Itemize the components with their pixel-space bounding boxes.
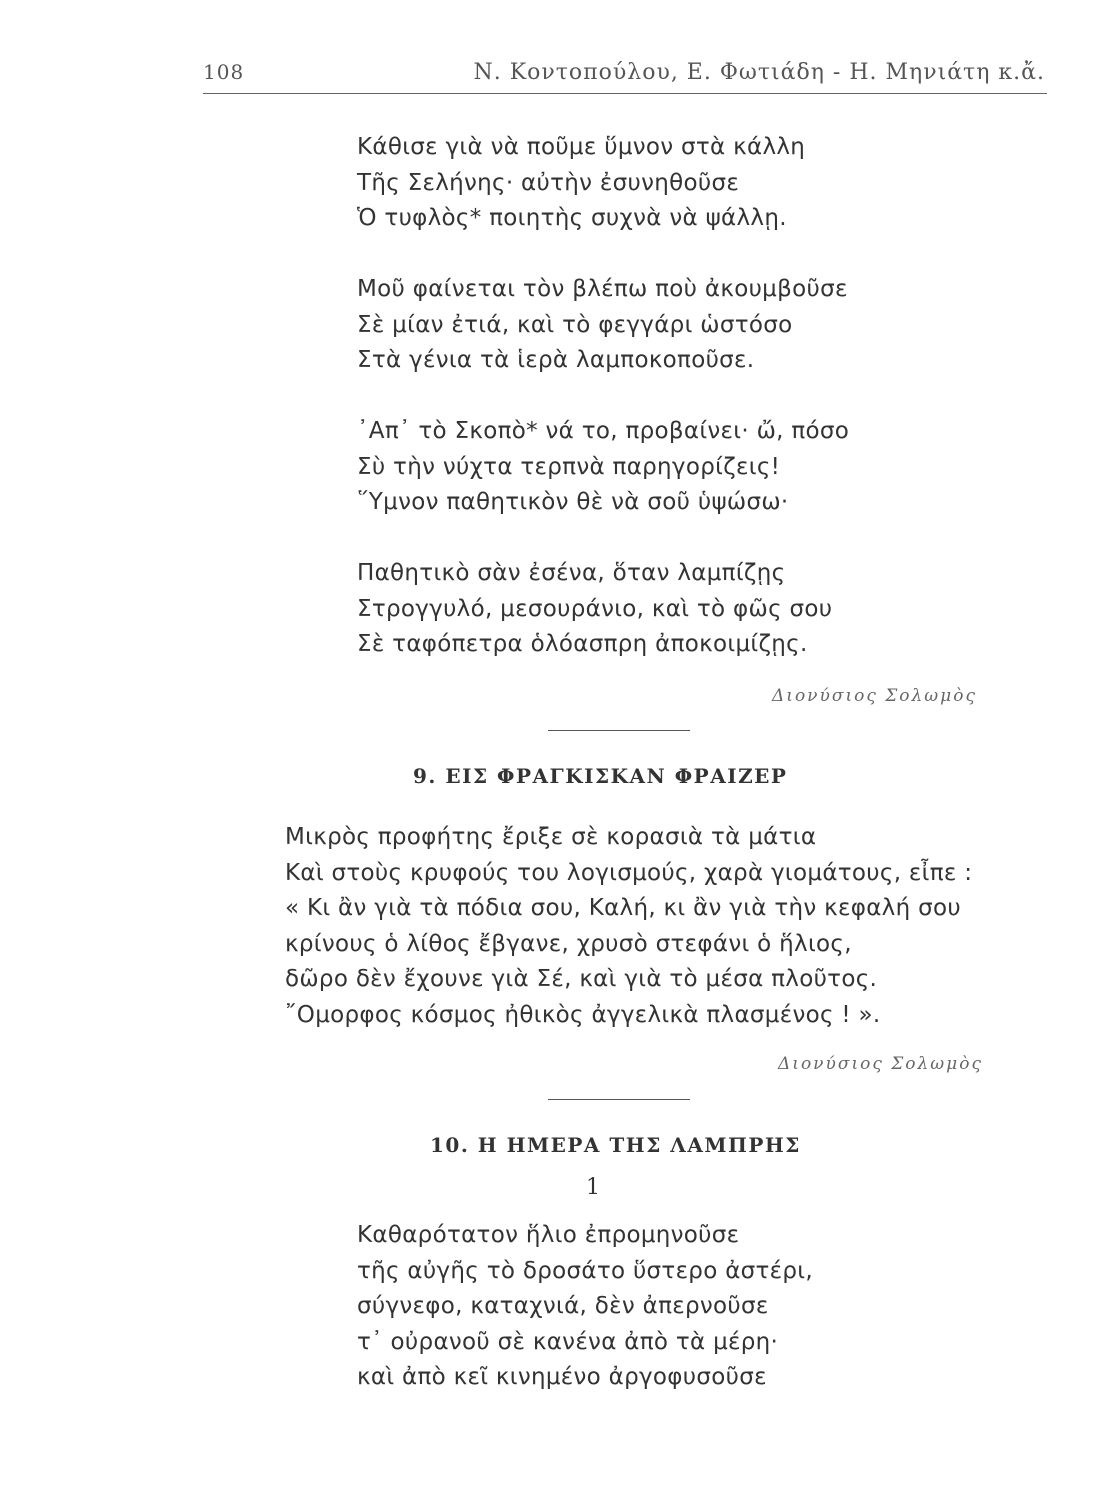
section-divider [548, 730, 690, 731]
verse-line: ῎Ομορφος κόσμος ἠθικὸς ἀγγελικὰ πλασμένος ! ». [285, 1001, 881, 1028]
verse-line: Σὲ μίαν ἐτιά, καὶ τὸ φεγγάρι ὡστόσο [357, 311, 793, 338]
poem9-signature: Διονύσιος Σολωμὸς [778, 1054, 983, 1074]
verse-line: Κάθισε γιὰ νὰ ποῦμε ὕμνον στὰ κάλλη [357, 134, 806, 160]
poem8-stanza-4 [357, 556, 832, 663]
verse-line: Ὁ τυφλὸς* ποιητὴς συχνὰ νὰ ψάλλῃ. [357, 205, 787, 231]
page-number: 108 [203, 60, 245, 84]
poem10-title: 10. Η ΗΜΕΡΑ ΤΗΣ ΛΑΜΠΡΗΣ [430, 1133, 801, 1157]
verse-line: τῆς αὐγῆς τὸ δροσάτο ὕστερο ἀστέρι, [357, 1257, 814, 1284]
poem8-stanza-2 [357, 272, 848, 379]
verse-line: ᾿Απ᾿ τὸ Σκοπὸ* νά το, προβαίνει· ὤ, πόσο [357, 418, 850, 444]
verse-line: Μοῦ φαίνεται τὸν βλέπω ποὺ ἀκουμβοῦσε [357, 276, 848, 302]
verse-line: Παθητικὸ σὰν ἐσένα, ὅταν λαμπίζῃς [357, 560, 786, 586]
poem8-stanza-3 [357, 414, 849, 521]
verse-line: Στὰ γένια τὰ ἱερὰ λαμποκοποῦσε. [357, 347, 755, 373]
section-divider [548, 1099, 690, 1100]
verse-line: Σὺ τὴν νύχτα τερπνὰ παρηγορίζεις! [357, 453, 781, 480]
verse-line: σύγνεφο, καταχνιά, δὲν ἀπερνοῦσε [357, 1293, 769, 1319]
poem8-signature: Διονύσιος Σολωμὸς [772, 686, 977, 706]
poem8-stanza-1 [357, 130, 805, 237]
running-title: Ν. Κοντοπούλου, Ε. Φωτιάδη - Η. Μηνιάτη κ.ἄ. [473, 60, 1045, 85]
verse-line: Σὲ ταφόπετρα ὁλόασπρη ἀποκοιμίζῃς. [357, 631, 808, 657]
verse-line: Καθαρότατον ἥλιο ἐπρομηνοῦσε [357, 1222, 740, 1248]
verse-line: Μικρὸς προφήτης ἔριξε σὲ κορασιὰ τὰ μάτια [285, 824, 817, 850]
verse-line: δῶρο δὲν ἔχουνε γιὰ Σέ, καὶ γιὰ τὸ μέσα πλοῦτος. [285, 966, 878, 992]
poem9-title: 9. ΕΙΣ ΦΡΑΓΚΙΣΚΑΝ ΦΡΑΙΖΕΡ [413, 764, 788, 788]
header-rule [203, 93, 1047, 94]
verse-line: ῞Υμνον παθητικὸν θὲ νὰ σοῦ ὑψώσω· [357, 489, 789, 515]
verse-line: Τῆς Σελήνης· αὐτὴν ἐσυνηθοῦσε [357, 169, 740, 196]
verse-line: τ᾿ οὐρανοῦ σὲ κανένα ἀπὸ τὰ μέρη· [357, 1328, 779, 1355]
running-header [203, 58, 1053, 90]
poem10-stanza [357, 1218, 813, 1396]
verse-line: Στρογγυλό, μεσουράνιο, καὶ τὸ φῶς σου [357, 595, 833, 622]
verse-line: κρίνους ὁ λίθος ἔβγανε, χρυσὸ στεφάνι ὁ ἥλιος, [285, 930, 852, 957]
poem9-stanza [285, 820, 972, 1033]
poem10-part-number: 1 [586, 1175, 600, 1200]
verse-line: καὶ ἀπὸ κεῖ κινημένο ἀργοφυσοῦσε [357, 1364, 767, 1390]
verse-line: « Κι ἂν γιὰ τὰ πόδια σου, Καλή, κι ἂν γιὰ τὴν κεφαλή σου [285, 895, 961, 921]
verse-line: Καὶ στοὺς κρυφούς του λογισμούς, χαρὰ γιομάτους, εἶπε : [285, 859, 973, 886]
